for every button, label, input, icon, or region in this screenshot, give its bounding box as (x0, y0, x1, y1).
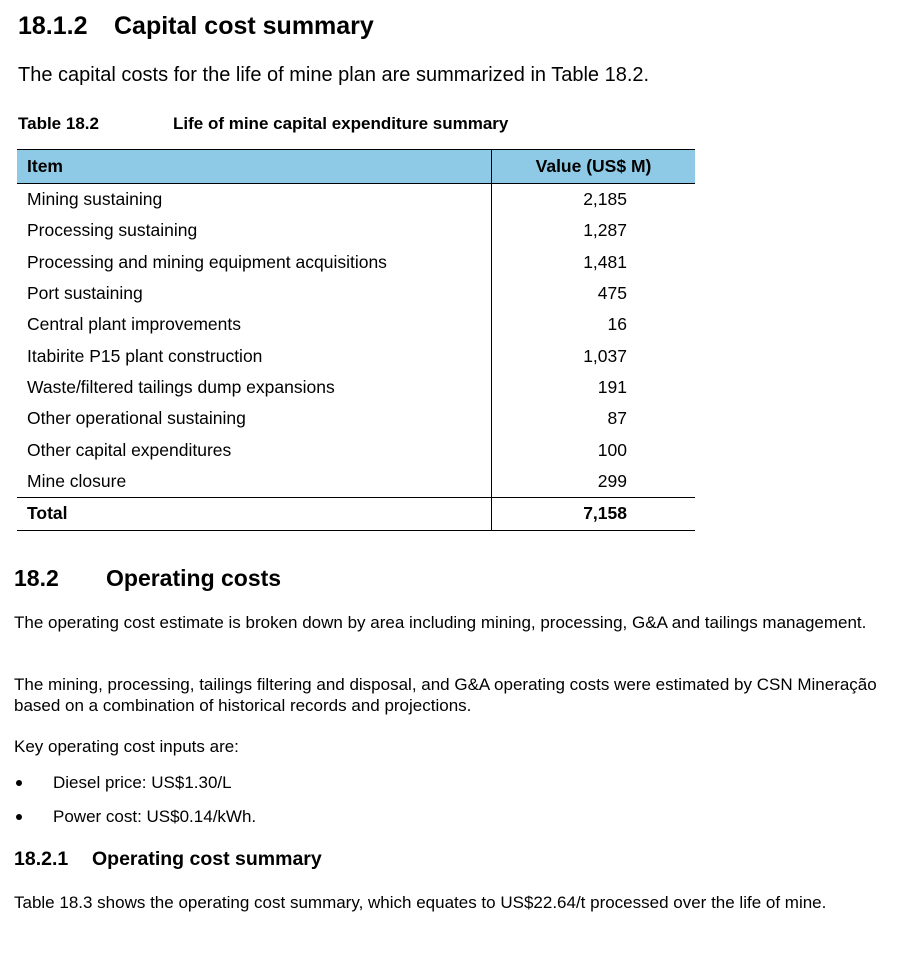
bullet-icon (16, 780, 22, 786)
capital-cost-intro: The capital costs for the life of mine plan are summarized in Table 18.2. (18, 64, 650, 86)
table-row (17, 278, 695, 309)
key-inputs-intro: Key operating cost inputs are: (14, 737, 239, 756)
section-number: 18.2.1 (14, 848, 69, 870)
operating-cost-paragraph-1: The operating cost estimate is broken down by area including mining, processing, G&A and tailings management. (14, 613, 867, 632)
table-row (17, 184, 695, 216)
table-row (17, 247, 695, 278)
row-item: Port sustaining (17, 278, 492, 309)
total-value: 7,158 (492, 497, 696, 530)
row-item: Other capital expenditures (17, 434, 492, 465)
row-value: 1,037 (583, 345, 627, 366)
table-caption (18, 114, 508, 134)
section-heading-18-2 (14, 565, 281, 592)
section-title: Capital cost summary (114, 12, 374, 40)
row-item: Processing sustaining (17, 215, 492, 246)
list-item (14, 800, 256, 834)
table-row (17, 403, 695, 434)
table-caption-title: Life of mine capital expenditure summary (173, 114, 509, 133)
row-item: Processing and mining equipment acquisitions (17, 247, 492, 278)
list-item-text: Power cost: US$0.14/kWh. (53, 807, 257, 826)
row-value: 299 (597, 470, 627, 491)
row-item: Itabirite P15 plant construction (17, 340, 492, 371)
key-inputs-list (14, 766, 256, 834)
bullet-icon (16, 814, 22, 820)
row-value: 475 (597, 283, 627, 304)
table-row (17, 434, 695, 465)
section-heading-18-2-1 (14, 848, 322, 871)
table-caption-number: Table 18.2 (18, 114, 99, 133)
operating-cost-paragraph-2: The mining, processing, tailings filtering and disposal, and G&A operating costs were estimated by CSN Mineração based on a combination of historical records and projections. (14, 675, 877, 715)
row-item: Mining sustaining (17, 184, 492, 216)
section-title: Operating costs (106, 565, 282, 591)
table-row (17, 309, 695, 340)
row-item: Mine closure (17, 466, 492, 498)
operating-cost-summary-paragraph: Table 18.3 shows the operating cost summary, which equates to US$22.64/t processed over the life of mine. (14, 893, 827, 912)
row-item: Waste/filtered tailings dump expansions (17, 372, 492, 403)
table-total-row (17, 497, 695, 530)
row-value: 191 (597, 376, 627, 397)
table-row (17, 215, 695, 246)
list-item (14, 766, 256, 800)
row-value: 16 (607, 314, 627, 335)
list-item-text: Diesel price: US$1.30/L (53, 773, 232, 792)
row-value: 1,481 (583, 251, 627, 272)
row-item: Other operational sustaining (17, 403, 492, 434)
table-row (17, 340, 695, 371)
row-item: Central plant improvements (17, 309, 492, 340)
total-label: Total (17, 497, 492, 530)
row-value: 100 (597, 439, 627, 460)
table-header-row (17, 150, 695, 184)
section-title: Operating cost summary (92, 848, 322, 870)
table-row (17, 372, 695, 403)
table-row (17, 466, 695, 498)
section-number: 18.1.2 (18, 12, 88, 40)
row-value: 87 (607, 408, 627, 429)
header-value: Value (US$ M) (492, 150, 696, 184)
section-heading-18-1-2 (18, 12, 374, 41)
row-value: 2,185 (583, 189, 627, 210)
section-number: 18.2 (14, 565, 59, 591)
header-item: Item (17, 150, 492, 184)
row-value: 1,287 (583, 220, 627, 241)
capex-table (17, 149, 695, 531)
